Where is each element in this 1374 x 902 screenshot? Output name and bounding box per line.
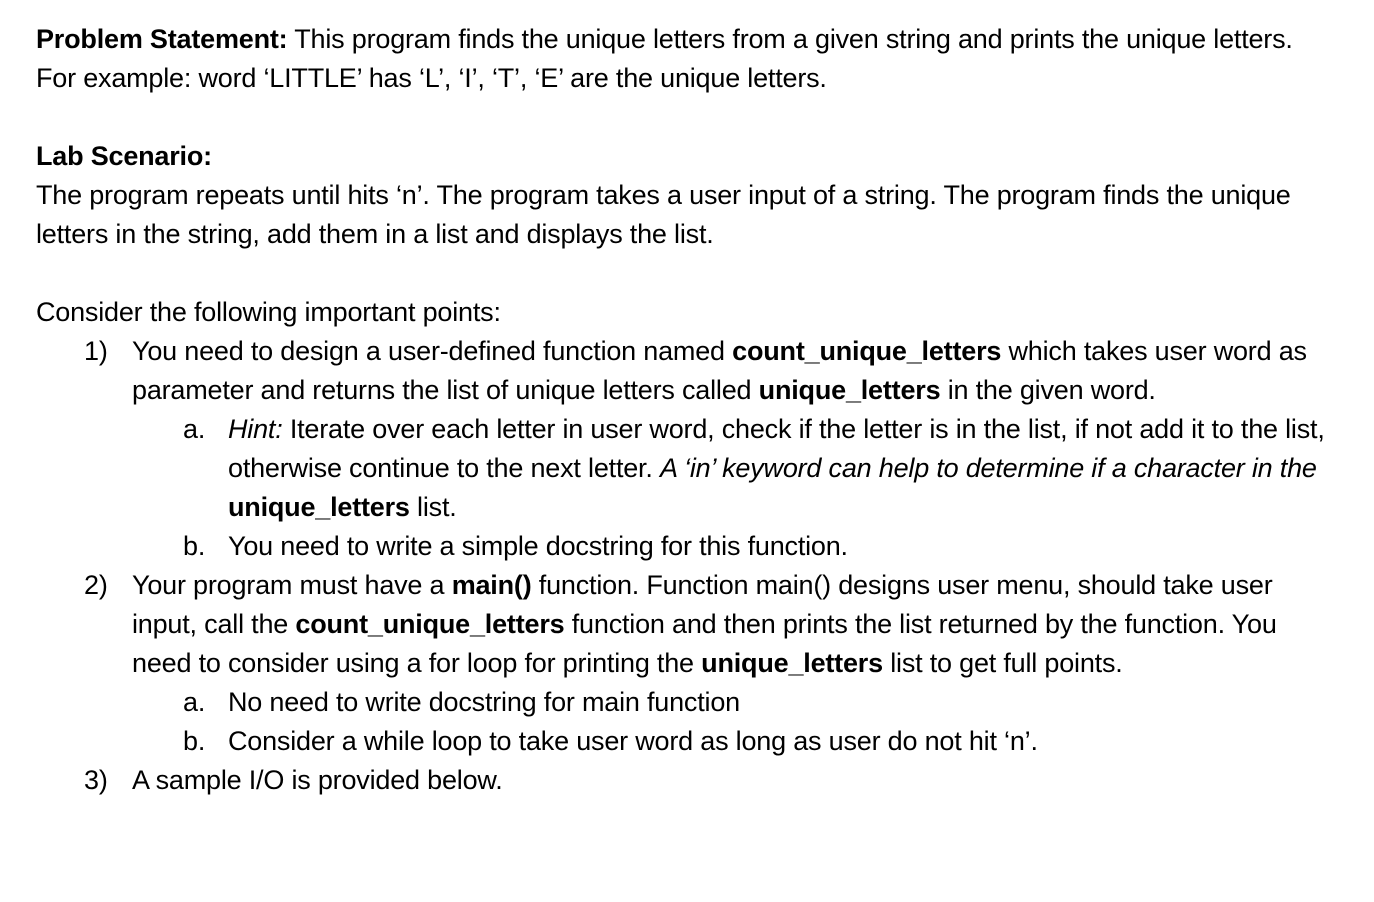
lab-scenario-text: The program repeats until hits ‘n’. The program takes a user input of a string. The program finds the unique letters in the string, add them in a list and displays the list.: [36, 180, 1291, 249]
sub-point-text: No need to write docstring for main function: [228, 687, 740, 717]
point-text: list to get full points.: [882, 648, 1123, 678]
sub-point-2b: [36, 722, 1334, 761]
sub-point-letter: b.: [183, 531, 206, 561]
sub-point-text: list.: [409, 492, 457, 522]
sub-point-text: Consider a while loop to take user word as long as user do not hit ‘n’.: [228, 726, 1038, 756]
list-name-unique-letters: unique_letters: [758, 375, 941, 405]
sub-point-1a: [36, 410, 1334, 527]
sub-point-letter: a.: [183, 687, 206, 717]
point-number: 2): [84, 570, 108, 600]
lab-scenario-heading: Lab Scenario:: [36, 141, 212, 171]
sub-point-text: You need to write a simple docstring for this function.: [228, 531, 848, 561]
point-text: You need to design a user-defined function named: [132, 336, 733, 366]
point-item-2: [36, 566, 1334, 683]
hint-italic-text: A ‘in’ keyword can help to determine if a character in the: [659, 453, 1317, 483]
list-name-unique-letters: unique_letters: [228, 492, 410, 522]
list-name-unique-letters: unique_letters: [701, 648, 883, 678]
point-list: [36, 332, 1334, 800]
function-name-count-unique-letters: count_unique_letters: [732, 336, 1002, 366]
point-number: 3): [84, 765, 108, 795]
sub-point-text: Iterate over each letter in user word, check if the letter is in the list, if not add it to the list, otherwise continue to the next letter.: [228, 414, 1325, 483]
problem-statement-text: This program finds the unique letters from a given string and prints the unique letters. For example: word ‘LITTLE’ has ‘L’, ‘I’, ‘T’, ‘E’ are the unique letters.: [36, 24, 1293, 93]
point-text: function and then prints the list returned by the function. You need to consider using a for loop for printing the: [132, 609, 1277, 678]
sub-point-2a: [36, 683, 1334, 722]
sub-point-1b: [36, 527, 1334, 566]
points-intro: Consider the following important points:: [36, 297, 501, 327]
problem-statement-label: Problem Statement:: [36, 24, 288, 54]
hint-label: Hint:: [228, 414, 283, 444]
point-item-1: [36, 332, 1334, 410]
sub-point-letter: a.: [183, 414, 206, 444]
point-text: function. Function main() designs user menu, should take user input, call the: [132, 570, 1273, 639]
point-text: in the given word.: [940, 375, 1156, 405]
function-name-main: main(): [451, 570, 532, 600]
sub-point-letter: b.: [183, 726, 206, 756]
problem-statement: [36, 20, 1334, 98]
point-item-3: [36, 761, 1334, 800]
point-text: which takes user word as parameter and returns the list of unique letters called: [132, 336, 1307, 405]
point-number: 1): [84, 336, 108, 366]
function-name-count-unique-letters: count_unique_letters: [295, 609, 565, 639]
point-text: Your program must have a: [132, 570, 452, 600]
point-text: A sample I/O is provided below.: [132, 765, 503, 795]
